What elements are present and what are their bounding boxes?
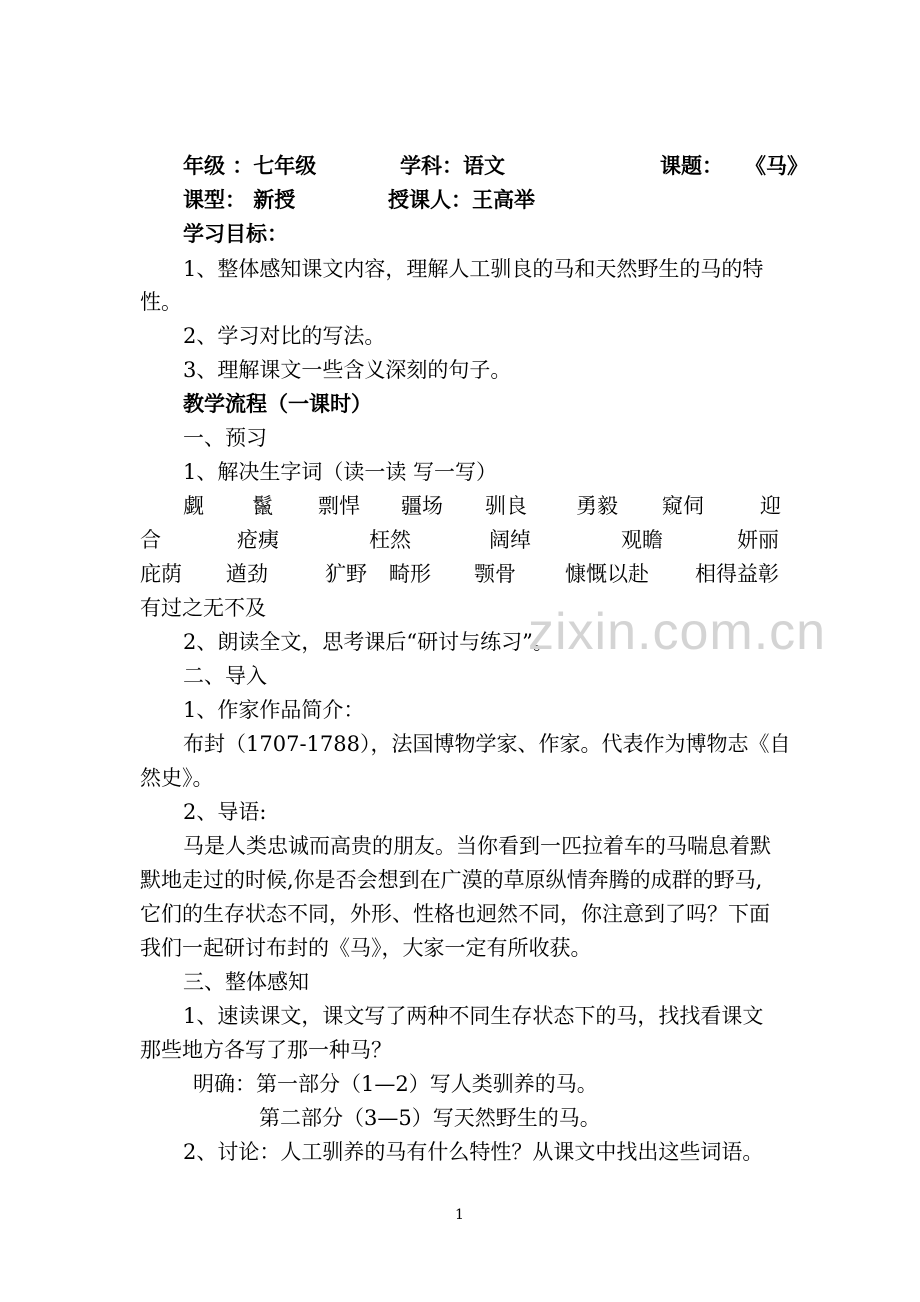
author-intro-line2: 然史》。 <box>140 766 214 790</box>
vocab-word: 迎 <box>760 494 781 518</box>
section-2-item-2: 2、导语: <box>183 800 267 824</box>
section-1-item-2: 2、朗读全文，思考课后“研讨与练习”。 <box>183 630 554 654</box>
goal-2: 2、学习对比的写法。 <box>183 324 386 348</box>
vocab-word: 枉然 <box>369 528 411 552</box>
answer-line2: 第二部分（3—5）写天然野生的马。 <box>259 1106 601 1130</box>
vocab-word: 阔绰 <box>489 528 531 552</box>
vocab-word: 颚骨 <box>474 562 516 586</box>
vocab-word: 剽悍 <box>318 494 360 518</box>
vocab-word: 遒劲 <box>226 562 268 586</box>
goal-1-line2: 性。 <box>140 290 182 314</box>
vocab-word: 合 <box>140 528 161 552</box>
vocab-word: 勇毅 <box>576 494 618 518</box>
vocab-word: 觑 <box>183 494 204 518</box>
section-3-item-1-line2: 那些地方各写了那一种马？ <box>140 1038 392 1062</box>
intro-line4: 我们一起研讨布封的《马》，大家一定有所收获。 <box>140 936 592 960</box>
teacher: 授课人：王高举 <box>388 187 535 212</box>
lesson-type: 课型： 新授 <box>183 187 296 212</box>
topic-value: 《马》 <box>745 153 808 178</box>
intro-line3: 它们的生存状态不同，外形、性格也迥然不同，你注意到了吗？下面 <box>140 902 770 926</box>
vocab-word: 驯良 <box>485 494 527 518</box>
grade-label: 年级 ：七年级 <box>183 153 317 178</box>
vocab-word: 畸形 <box>389 562 431 586</box>
subject-label: 学科：语文 <box>400 153 505 178</box>
vocab-word: 鬣 <box>252 494 273 518</box>
section-3-item-1-line1: 1、速读课文，课文写了两种不同生存状态下的马，找找看课文 <box>183 1004 764 1028</box>
vocab-word: 庇荫 <box>140 562 182 586</box>
goal-3: 3、理解课文一些含义深刻的句子。 <box>183 358 512 382</box>
vocab-word: 疮痍 <box>237 528 279 552</box>
topic-label: 课题： <box>660 153 723 178</box>
vocab-word: 疆场 <box>401 494 443 518</box>
section-1: 一、预习 <box>183 426 267 450</box>
vocab-word: 犷野 <box>325 562 367 586</box>
watermark: zixin.com.cn <box>528 603 827 661</box>
intro-line1: 马是人类忠诚而高贵的朋友。当你看到一匹拉着车的马喘息着默 <box>183 834 771 858</box>
goal-1-line1: 1、整体感知课文内容，理解人工驯良的马和天然野生的马的特 <box>183 257 764 281</box>
vocab-word: 妍丽 <box>737 528 779 552</box>
intro-line2: 默地走过的时候,你是否会想到在广漠的草原纵情奔腾的成群的野马, <box>140 868 763 892</box>
page-number: 1 <box>455 1207 464 1223</box>
author-intro-line1: 布封（1707-1788），法国博物学家、作家。代表作为博物志《自 <box>183 732 791 756</box>
section-3: 三、整体感知 <box>183 970 309 994</box>
goals-heading: 学习目标： <box>183 221 288 246</box>
flow-heading: 教学流程（一课时） <box>183 391 372 416</box>
vocab-word: 慷慨以赴 <box>565 562 649 586</box>
vocab-word: 有过之无不及 <box>140 596 266 620</box>
section-3-item-2: 2、讨论：人工驯养的马有什么特性？从课文中找出这些词语。 <box>183 1140 764 1164</box>
section-2: 二、导入 <box>183 664 267 688</box>
vocab-word: 窥伺 <box>662 494 704 518</box>
vocab-word: 相得益彰 <box>695 562 779 586</box>
section-1-item-1: 1、解决生字词（读一读 写一写） <box>183 460 498 484</box>
vocab-word: 观瞻 <box>621 528 663 552</box>
section-2-item-1: 1、作家作品简介： <box>183 698 365 722</box>
answer-line1: 明确：第一部分（1—2）写人类驯养的马。 <box>193 1072 598 1096</box>
